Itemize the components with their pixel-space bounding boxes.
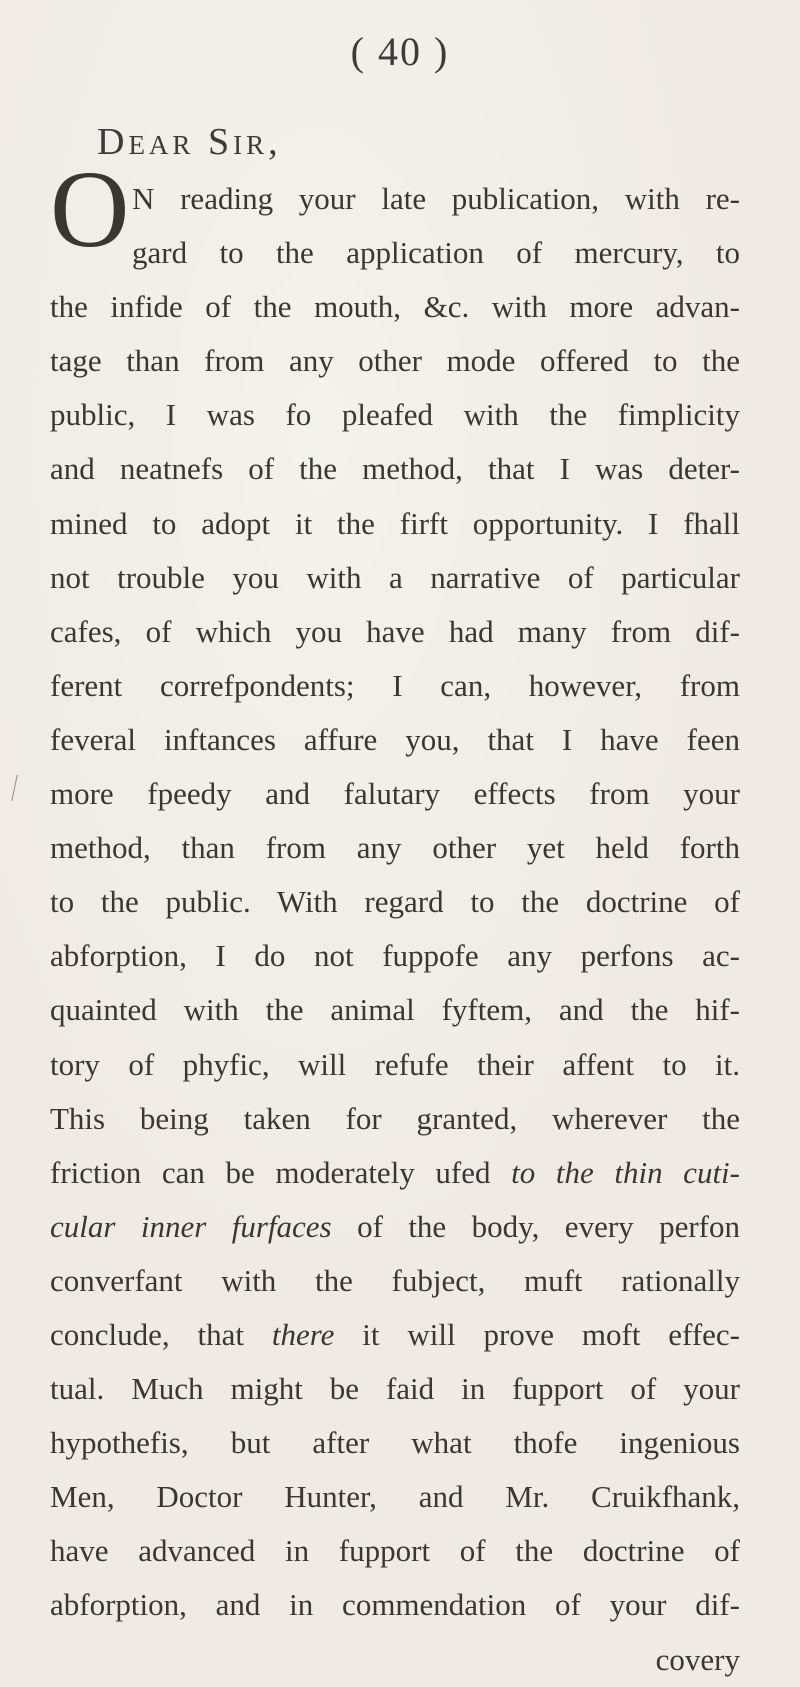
body-text: [50, 172, 740, 1687]
text-line: more fpeedy and falutary effects from your: [50, 776, 740, 812]
text-fragment: it will prove moft effec-: [334, 1316, 740, 1352]
text-line: Men, Doctor Hunter, and Mr. Cruikfhank,: [50, 1479, 740, 1515]
text-line: the infide of the mouth, &c. with more advan-: [50, 289, 740, 325]
italic-fragment: to the thin cuti-: [511, 1154, 740, 1190]
text-line: abforption, and in commendation of your dif-: [50, 1587, 740, 1623]
text-line: N reading your late publication, with re-: [132, 181, 740, 216]
text-line: [50, 1308, 740, 1362]
text-line: public, I was fo pleafed with the fimplicity: [50, 397, 740, 433]
text-line: tual. Much might be faid in fupport of your: [50, 1371, 740, 1407]
text-line: mined to adopt it the firft opportunity. I fhall: [50, 505, 740, 541]
text-line: abforption, I do not fuppofe any perfons ac-: [50, 938, 740, 974]
text-line: to the public. With regard to the doctrine of: [50, 884, 740, 920]
catchword: covery: [655, 1641, 740, 1677]
text-line: tory of phyfic, will refufe their affent to it.: [50, 1046, 740, 1082]
text-line: method, than from any other yet held forth: [50, 830, 740, 866]
text-line: cafes, of which you have had many from dif-: [50, 613, 740, 649]
text-fragment: friction can be moderately ufed: [50, 1154, 512, 1190]
text-fragment: conclude, that: [50, 1316, 272, 1352]
text-line: and neatnefs of the method, that I was deter-: [50, 451, 740, 487]
text-line: ferent correfpondents; I can, however, from: [50, 667, 740, 703]
italic-fragment: there: [271, 1316, 335, 1352]
margin-pencil-mark: [11, 775, 26, 801]
text-line: [50, 1146, 740, 1200]
text-line: not trouble you with a narrative of particular: [50, 559, 740, 595]
page-number: ( 40 ): [350, 29, 450, 74]
text-line: gard to the application of mercury, to: [132, 235, 740, 271]
text-line: hypothefis, but after what thofe ingenious: [50, 1425, 740, 1461]
text-line: This being taken for granted, wherever the: [50, 1100, 740, 1136]
drop-cap: O: [50, 148, 130, 270]
text-line: [50, 1200, 740, 1254]
text-line: tage than from any other mode offered to the: [50, 343, 740, 379]
salutation: Dear Sir,: [97, 121, 282, 163]
text-line: converfant with the fubject, muft rationally: [50, 1262, 740, 1298]
text-line: quainted with the animal fyftem, and the hif-: [50, 992, 740, 1028]
text-line: have advanced in fupport of the doctrine of: [50, 1533, 740, 1569]
italic-fragment: cular inner furfaces: [50, 1208, 332, 1244]
text-line: feveral inftances affure you, that I have feen: [50, 721, 740, 757]
text-fragment: of the body, every perfon: [331, 1208, 740, 1244]
